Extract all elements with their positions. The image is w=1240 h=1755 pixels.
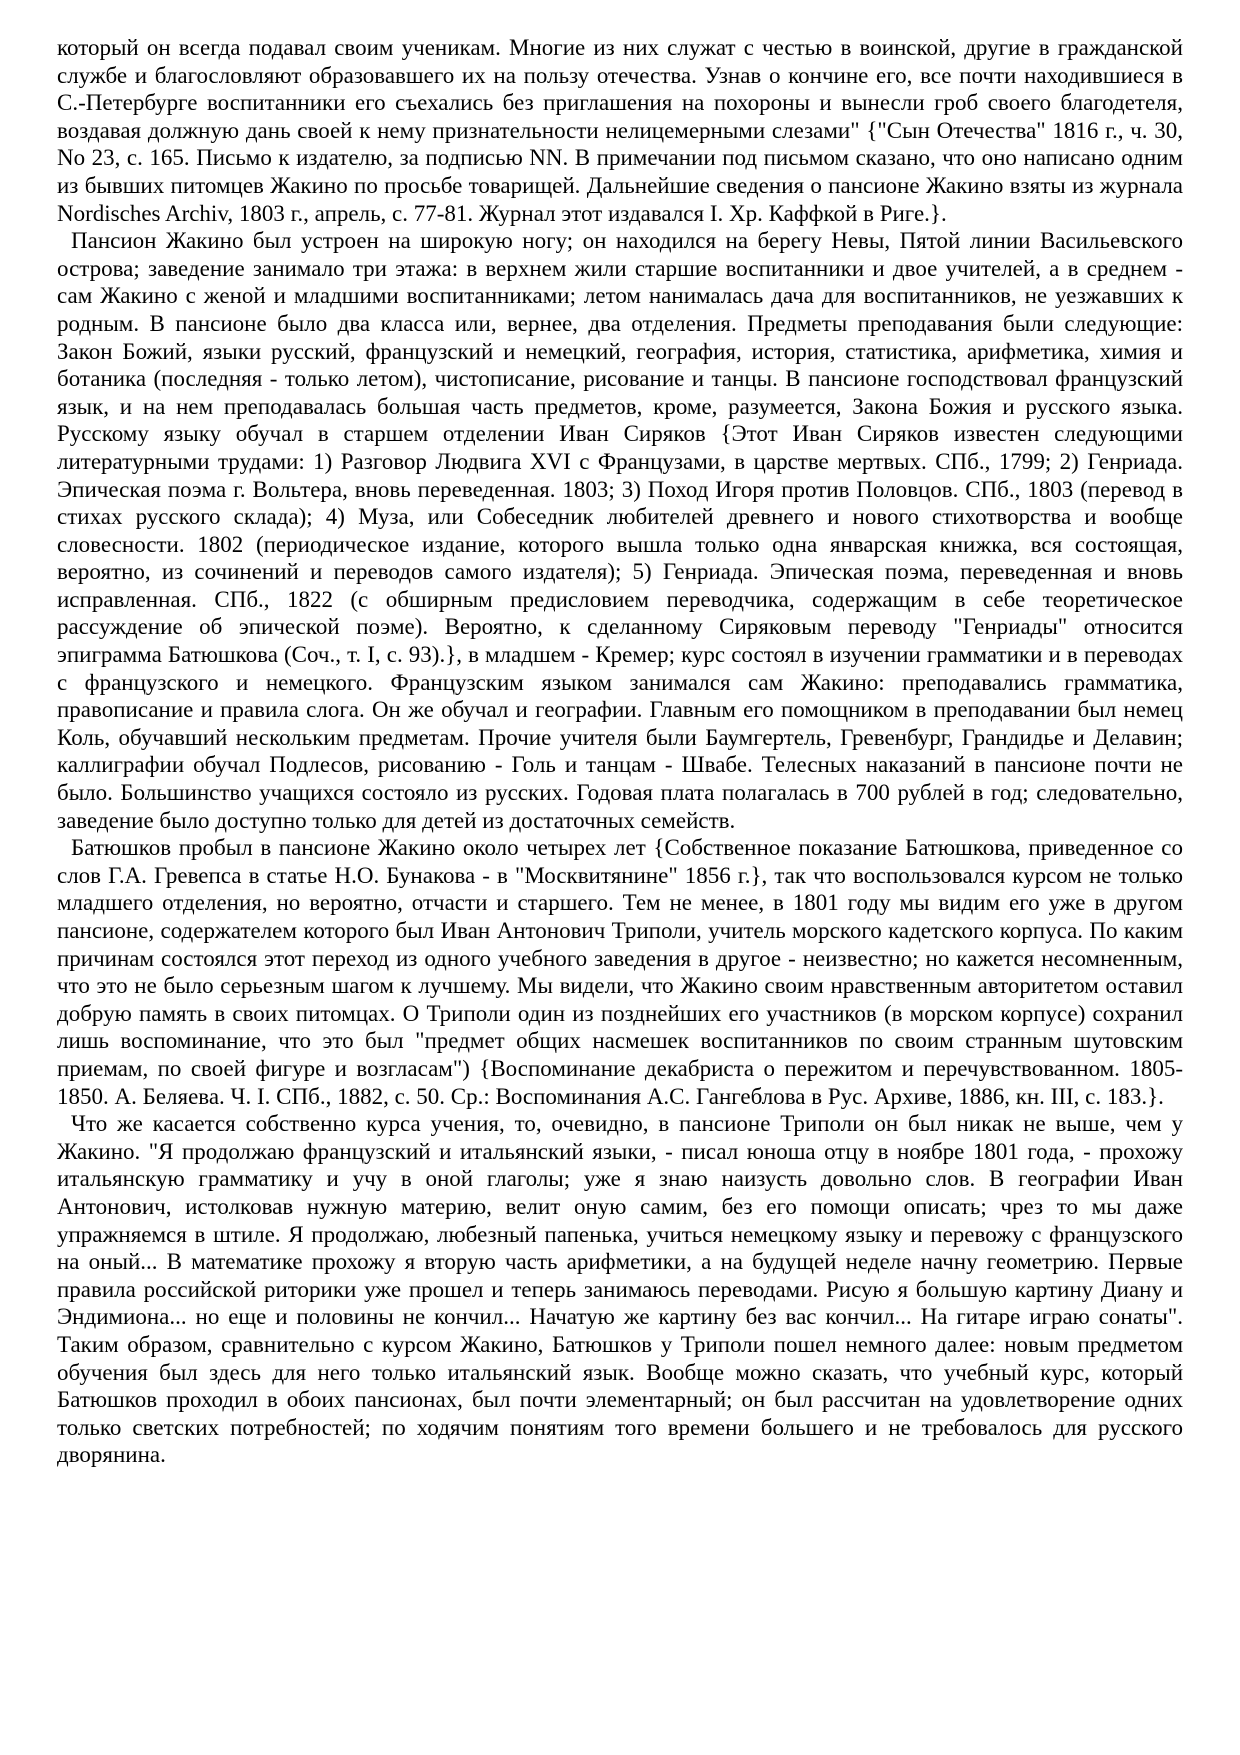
paragraph-continuation: который он всегда подавал своим ученикам. Многие из них служат с честью в воинской, другие в гражданской службе и благословляют образовавшего их на пользу отечества. Узнав о кончине его, все почти находившиеся в С.-Петербурге воспитанники его съехались без приглашения на похороны и вынесли гроб своего благодетеля, воздавая должную дань своей к нему признательности нелицемерными слезами" {"Сын Отечества" 1816 г., ч. 30, No 23, с. 165. Письмо к издателю, за подписью NN. В примечании под письмом сказано, что оно написано одним из бывших питомцев Жакино по просьбе товарищей. Дальнейшие сведения о пансионе Жакино взяты из журнала Nordisches Archiv, 1803 г., апрель, с. 77-81. Журнал этот издавался I. Хр. Каффкой в Риге.}. bbox=[57, 35, 1183, 226]
paragraph-course-of-study: Что же касается собственно курса учения, то, очевидно, в пансионе Триполи он был никак не выше, чем у Жакино. "Я продолжаю французский и итальянский языки, - писал юноша отцу в ноябре 1801 года, - прохожу итальянскую грамматику и учу в оной глаголы; уже я знаю наизусть довольно слов. В географии Иван Антонович, истолковав нужную материю, велит оную самим, без его помощи описать; чрез то мы даже упражняемся в штиле. Я продолжаю, любезный папенька, учиться немецкому языку и перевожу с французского на оный... В математике прохожу я вторую часть арифметики, а на будущей неделе начну геометрию. Первые правила российской риторики уже прошел и теперь занимаюсь переводами. Рисую я большую картину Диану и Эндимиона... но еще и половины не кончил... Начатую же картину без вас кончил... На гитаре играю сонаты". Таким образом, сравнительно с курсом Жакино, Батюшков у Триполи пошел немного далее: новым предметом обучения был здесь для него только итальянский язык. Вообще можно сказать, что учебный курс, который Батюшков проходил в обоих пансионах, был почти элементарный; он был рассчитан на удовлетворение одних только светских потребностей; по ходячим понятиям того времени большего и не требовалось для русского дворянина. bbox=[57, 1111, 1183, 1468]
paragraph-tripoli-pension: Батюшков пробыл в пансионе Жакино около четырех лет {Собственное показание Батюшкова, приведенное со слов Г.А. Гревепса в статье Н.О. Бунакова - в "Москвитянине" 1856 г.}, так что воспользовался курсом не только младшего отделения, но вероятно, отчасти и старшего. Тем не менее, в 1801 году мы видим его уже в другом пансионе, содержателем которого был Иван Антонович Триполи, учитель морского кадетского корпуса. По каким причинам состоялся этот переход из одного учебного заведения в другое - неизвестно; но кажется несомненным, что это не было серьезным шагом к лучшему. Мы видели, что Жакино своим нравственным авторитетом оставил добрую память в своих питомцах. О Триполи один из позднейших его участников (в морском корпусе) сохранил лишь воспоминание, что это был "предмет общих насмешек воспитанников по своим странным шутовским приемам, по своей фигуре и возгласам") {Воспоминание декабриста о пережитом и перечувствованном. 1805-1850. А. Беляева. Ч. I. СПб., 1882, с. 50. Ср.: Воспоминания А.С. Гангеблова в Рус. Архиве, 1886, кн. III, с. 183.}. bbox=[57, 835, 1183, 1109]
paragraph-jacquinot-pension: Пансион Жакино был устроен на широкую ногу; он находился на берегу Невы, Пятой линии Васильевского острова; заведение занимало три этажа: в верхнем жили старшие воспитанники и двое учителей, а в среднем - сам Жакино с женой и младшими воспитанниками; летом нанималась дача для воспитанников, не уезжавших к родным. В пансионе было два класса или, вернее, два отделения. Предметы преподавания были следующие: Закон Божий, языки русский, французский и немецкий, география, история, статистика, арифметика, химия и ботаника (последняя - только летом), чистописание, рисование и танцы. В пансионе господствовал французский язык, и на нем преподавалась большая часть предметов, кроме, разумеется, Закона Божия и русского языка. Русскому языку обучал в старшем отделении Иван Сиряков {Этот Иван Сиряков известен следующими литературными трудами: 1) Разговор Людвига XVI с Французами, в царстве мертвых. СПб., 1799; 2) Генриада. Эпическая поэма г. Вольтера, вновь переведенная. 1803; 3) Поход Игоря против Половцов. СПб., 1803 (перевод в стихах русского склада); 4) Муза, или Собеседник любителей древнего и нового стихотворства и вообще словесности. 1802 (периодическое издание, которого вышла только одна январская книжка, вся состоящая, вероятно, из сочинений и переводов самого издателя); 5) Генриада. Эпическая поэма, переведенная и вновь исправленная. СПб., 1822 (с обширным предисловием переводчика, содержащим в себе теоретическое рассуждение об эпической поэме). Вероятно, к сделанному Сиряковым переводу "Генриады" относится эпиграмма Батюшкова (Соч., т. I, с. 93).}, в младшем - Кремер; курс состоял в изучении грамматики и в переводах с французского и немецкого. Французским языком занимался сам Жакино: преподавались грамматика, правописание и правила слога. Он же обучал и географии. Главным его помощником в преподавании был немец Коль, обучавший нескольким предметам. Прочие учителя были Баумгертель, Гревенбург, Грандидье и Делавин; каллиграфии обучал Подлесов, рисованию - Голь и танцам - Швабе. Телесных наказаний в пансионе почти не было. Большинство учащихся состояло из русских. Годовая плата полагалась в 700 рублей в год; следовательно, заведение было доступно только для детей из достаточных семейств. bbox=[57, 228, 1183, 833]
